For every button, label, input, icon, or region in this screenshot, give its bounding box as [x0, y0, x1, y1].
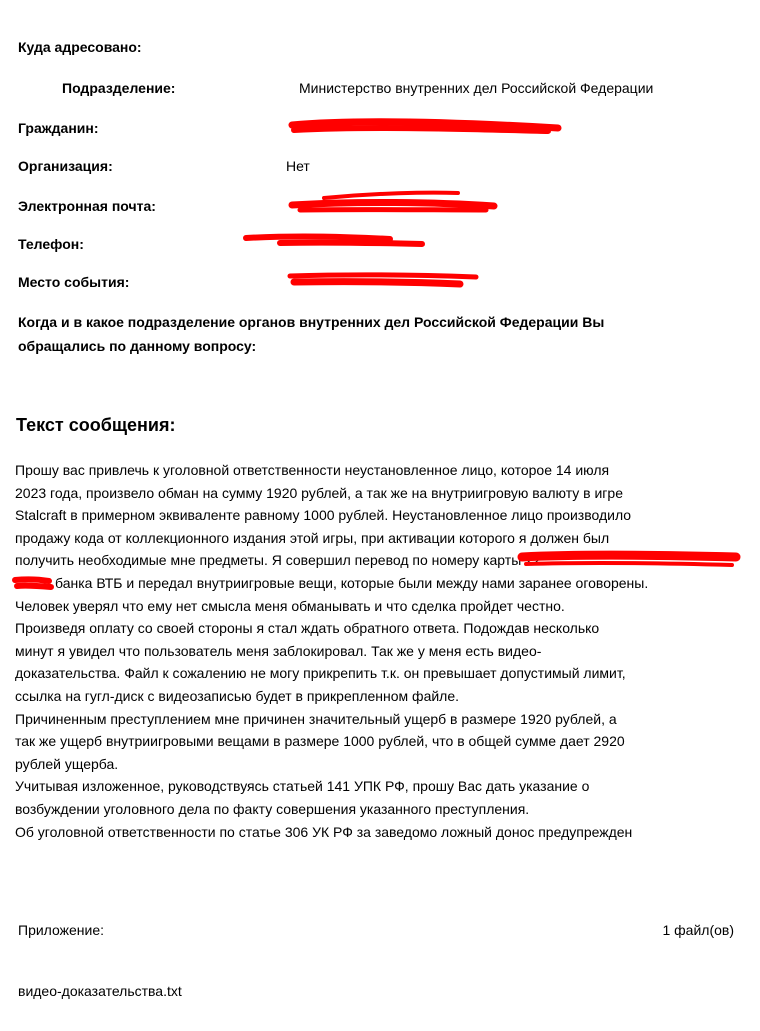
email-redaction	[286, 188, 501, 218]
message-line: доказательства. Файл к сожалению не могу прикрепить т.к. он превышает допустимый лимит,	[15, 665, 626, 682]
message-line: банка ВТБ и передал внутриигровые вещи, которые были между нами заранее оговорены.	[55, 574, 649, 591]
card-number-redaction	[520, 547, 740, 569]
attachment-count: 1 файл(ов)	[662, 922, 734, 938]
event-place-label: Место события:	[18, 274, 130, 290]
question-line-1: Когда и в какое подразделение органов внутренних дел Российской Федерации Вы	[18, 314, 605, 330]
message-line: Произведя оплату со своей стороны я стал ждать обратного ответа. Подождав несколько	[15, 620, 600, 637]
message-line: возбуждении уголовного дела по факту совершения указанного преступления.	[15, 800, 530, 817]
division-value: Министерство внутренних дел Российской Федерации	[299, 80, 654, 96]
addressed-heading: Куда адресовано:	[18, 39, 142, 55]
event-place-redaction	[284, 266, 484, 294]
message-line: 2023 года, произвело обман на сумму 1920 рублей, а так же на внутриигровую валюту в игре	[15, 484, 623, 501]
message-line: Stalcraft в примерном эквиваленте равному 1000 рублей. Неустановленное лицо производило	[15, 507, 632, 524]
citizen-redaction	[286, 113, 566, 139]
attachment-label: Приложение:	[18, 922, 105, 938]
citizen-label: Гражданин:	[18, 120, 99, 136]
message-line: так же ущерб внутриигровыми вещами в размере 1000 рублей, что в общей сумме дает 2920	[15, 733, 625, 750]
email-label: Электронная почта:	[18, 198, 156, 214]
message-line: Причиненным преступлением мне причинен значительный ущерб в размере 1920 рублей, а	[15, 710, 617, 727]
organization-value: Нет	[286, 158, 310, 174]
message-line: Человек уверял что ему нет смысла меня обманывать и что сделка пройдет честно.	[15, 597, 565, 614]
attachment-file-link[interactable]: видео-доказательства.txt	[18, 983, 182, 999]
message-line-card	[15, 549, 743, 572]
message-line: Об уголовной ответственности по статье 306 УК РФ за заведомо ложный донос предупрежден	[15, 823, 633, 840]
organization-label: Организация:	[18, 158, 113, 174]
message-line: получить необходимые мне предметы. Я совершил перевод по номеру карты 22	[15, 552, 541, 569]
card-number-tail-redaction	[13, 574, 55, 592]
message-line: рублей ущерба.	[15, 755, 119, 772]
division-label: Подразделение:	[62, 80, 176, 96]
phone-label: Телефон:	[18, 236, 84, 252]
message-line-bank	[15, 572, 743, 595]
message-line: ссылка на гугл-диск с видеозаписью будет в прикрепленном файле.	[15, 687, 460, 704]
message-line: Прошу вас привлечь к уголовной ответственности неустановленное лицо, которое 14 июля	[15, 462, 610, 478]
question-line-2: обращались по данному вопросу:	[18, 338, 257, 354]
message-body	[15, 459, 743, 843]
message-line: минут я увидел что пользователь меня заблокировал. Так же у меня есть видео-	[15, 642, 542, 659]
message-line: Учитывая изложенное, руководствуясь статьей 141 УПК РФ, прошу Вас дать указание о	[15, 778, 590, 795]
message-title: Текст сообщения:	[16, 415, 176, 435]
message-line: продажу кода от коллекционного издания этой игры, при активации которого я должен был	[15, 529, 610, 546]
phone-redaction	[240, 228, 430, 254]
